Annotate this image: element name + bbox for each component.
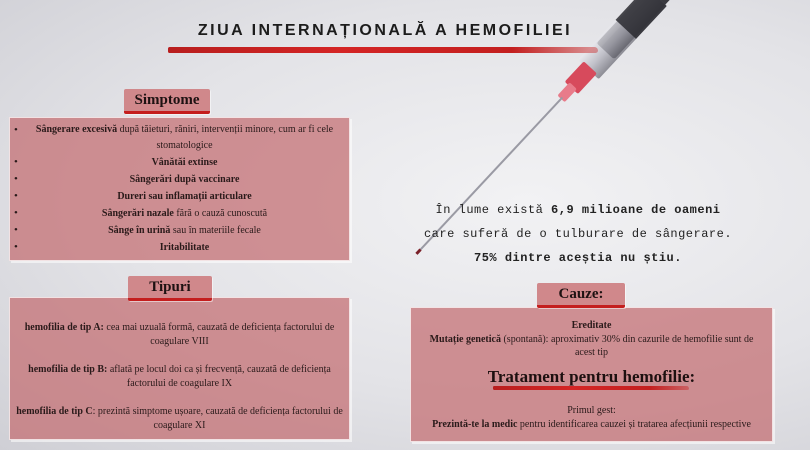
first-step: Primul gest: xyxy=(567,405,616,416)
title-underline xyxy=(168,47,598,53)
symptom-item: • Vânătăi extinse xyxy=(10,154,349,171)
type-b: hemofilia de tip B: aflată pe locul doi ca și frecvență, cauzată de deficiența factorului de coagulare IX xyxy=(28,364,331,389)
type-a: hemofilia de tip A: cea mai uzuală formă, cauzată de deficiența factorului de coagulare VIII xyxy=(24,322,335,347)
symptoms-heading: Simptome xyxy=(124,89,210,114)
cause-heredity: Ereditate xyxy=(571,320,612,331)
stat-line-2: care suferă de o tulburare de sângerare. xyxy=(423,227,733,241)
symptom-item: • Iritabilitate xyxy=(10,239,349,256)
symptom-item: • Sângerare excesivă după tăieturi, răniri, intervenții minore, cum ar fi cele stomatologice xyxy=(10,122,349,154)
causes-panel xyxy=(410,307,773,442)
treatment-underline xyxy=(493,386,689,390)
types-heading: Tipuri xyxy=(128,276,212,301)
doctor-advice: Prezintă-te la medic pentru identificarea cauzei și tratarea afecțiunii respective xyxy=(432,419,751,430)
statistic-text xyxy=(408,198,748,270)
symptoms-panel xyxy=(9,117,350,261)
treatment-heading: Tratament pentru hemofilie: xyxy=(487,367,696,386)
stat-line-1: În lume există 6,9 milioane de oameni xyxy=(435,203,721,217)
symptom-item: • Dureri sau inflamații articulare xyxy=(10,188,349,205)
cause-mutation: Mutație genetică (spontană): aproximativ 30% din cazurile de hemofilie sunt de acest tip xyxy=(429,334,754,358)
symptom-item: • Sângerări după vaccinare xyxy=(10,171,349,188)
page-title: ZIUA INTERNAȚIONALĂ A HEMOFILIEI xyxy=(197,22,573,39)
type-c: hemofilia de tip C: prezintă simptome ușoare, cauzată de deficiența factorului de coagulare XI xyxy=(16,406,343,431)
symptom-item: • Sânge în urină sau în materiile fecale xyxy=(10,222,349,239)
types-panel xyxy=(9,297,350,440)
symptom-item: • Sângerări nazale fără o cauză cunoscută xyxy=(10,205,349,222)
stat-line-3: 75% dintre aceștia nu știu. xyxy=(474,251,682,265)
causes-heading: Cauze: xyxy=(537,283,625,308)
